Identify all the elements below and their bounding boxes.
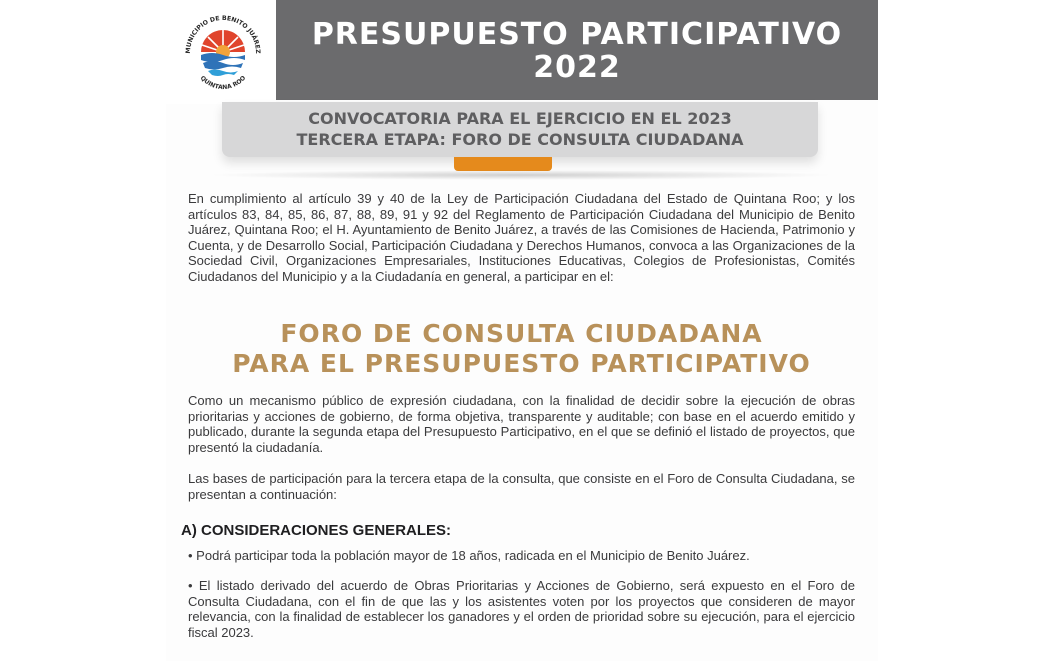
svg-text:QUINTANA ROO: QUINTANA ROO — [198, 74, 248, 92]
subheader-text — [222, 108, 818, 150]
bases-paragraph: Las bases de participación para la tercera etapa de la consulta, que consiste en el Foro de Consulta Ciudadana, se presentan a continuación: — [188, 471, 855, 502]
bullet-item: • El listado derivado del acuerdo de Obras Prioritarias y Acciones de Gobierno, será expuesto en el Foro de Consulta Ciudadana, con el fin de que las y los asistentes voten por los proyectos que consideren de mayor relevancia, con la finalidad de establecer los ganadores y el orden de prioridad sobre su ejecución, para el ejercicio fiscal 2023. — [188, 578, 855, 640]
main-title-year: 2022 — [533, 50, 621, 85]
divider-shadow — [206, 170, 836, 180]
mechanism-paragraph: Como un mecanismo público de expresión ciudadana, con la finalidad de decidir sobre la ejecución de obras prioritarias y acciones de gobierno, de forma objetiva, transparente y auditable; con base en el acuerdo emitido y publicado, durante la segunda etapa del Presupuesto Participativo, en el que se definió el listado de proyectos, que presentó la ciudadanía. — [188, 393, 855, 455]
document-page — [166, 0, 878, 661]
intro-paragraph: En cumplimiento al artículo 39 y 40 de la Ley de Participación Ciudadana del Estado de Quintana Roo; y los artículos 83, 84, 85, 86, 87, 88, 89, 91 y 92 del Reglamento de Participación Ciudadana del Municipio de Benito Juárez, Quintana Roo; el H. Ayuntamiento de Benito Juárez, a través de las Comisiones de Hacienda, Patrimonio y Cuenta, y de Desarrollo Social, Participación Ciudadana y Derechos Humanos, convoca a las Organizaciones de la Sociedad Civil, Organizaciones Empresariales, Instituciones Educativas, Colegios de Profesionistas, Comités Ciudadanos del Municipio y a la Ciudadanía en general, a participar en el: — [188, 191, 855, 284]
forum-title-line2: PARA EL PRESUPUESTO PARTICIPATIVO — [232, 349, 811, 378]
subheader-line1: CONVOCATORIA PARA EL EJERCICIO EN EL 2023 — [308, 109, 732, 128]
main-title — [276, 18, 878, 84]
forum-title-line1: FORO DE CONSULTA CIUDADANA — [280, 319, 763, 348]
main-title-line1: PRESUPUESTO PARTICIPATIVO — [311, 17, 843, 52]
svg-text:MUNICIPIO DE BENITO JUÁREZ: MUNICIPIO DE BENITO JUÁREZ — [184, 14, 262, 54]
bullet-item: • Podrá participar toda la población mayor de 18 años, radicada en el Municipio de Benito Juárez. — [188, 548, 750, 563]
municipal-logo — [166, 0, 276, 104]
municipal-seal-icon — [180, 10, 266, 96]
section-a-heading: A) CONSIDERACIONES GENERALES: — [181, 522, 452, 539]
orange-accent-tab — [454, 157, 552, 171]
subheader-line2: TERCERA ETAPA: FORO DE CONSULTA CIUDADANA — [296, 130, 744, 149]
forum-title — [188, 319, 855, 379]
